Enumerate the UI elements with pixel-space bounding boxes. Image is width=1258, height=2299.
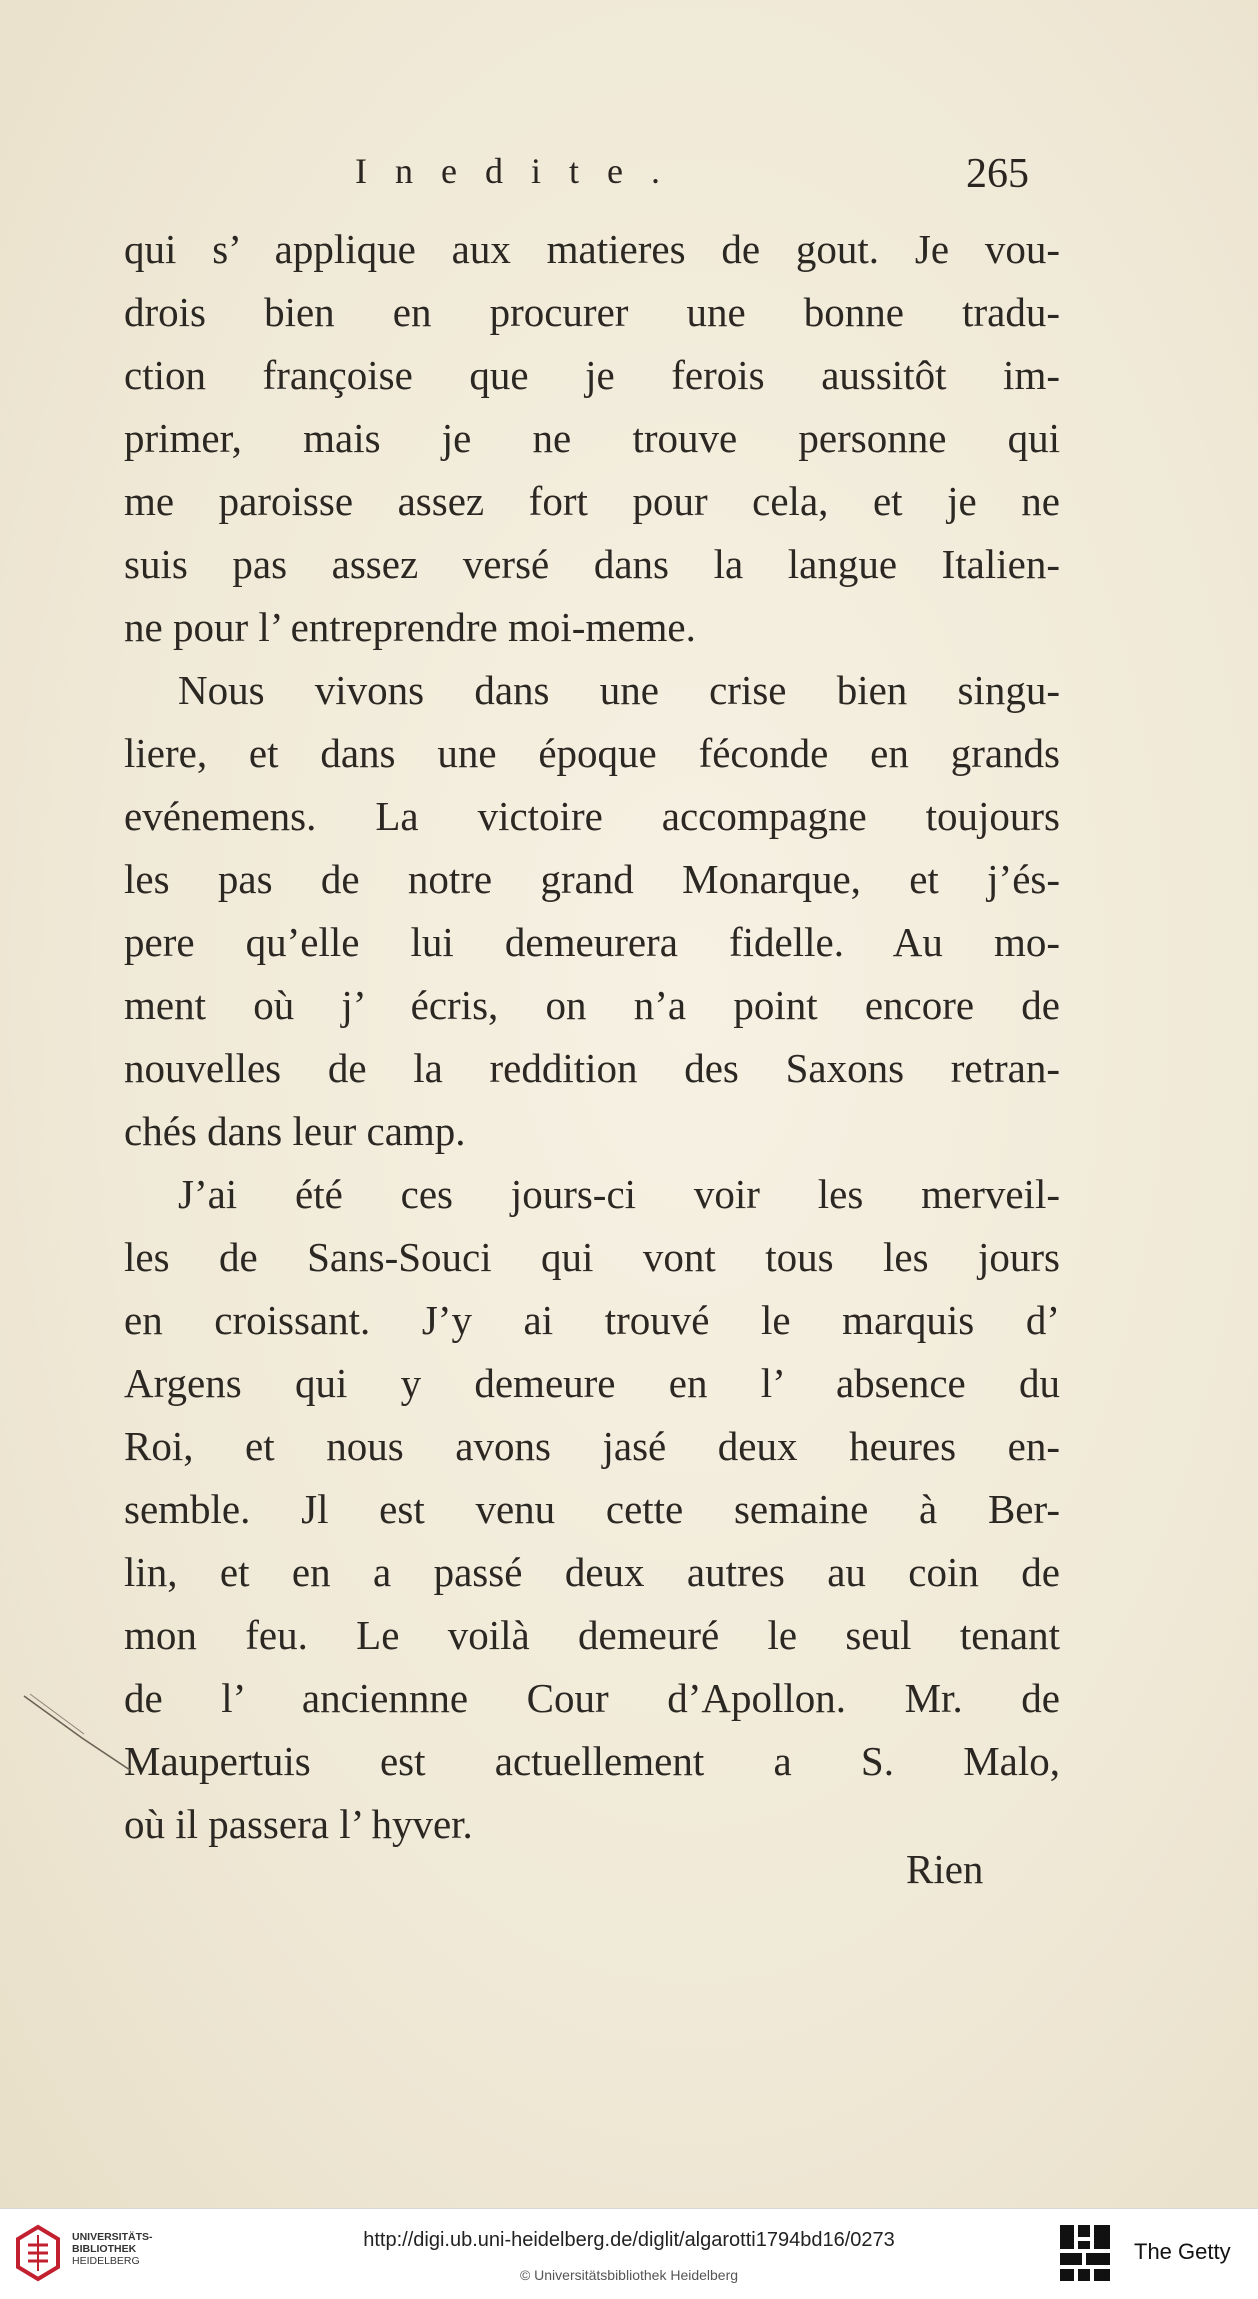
library-name-line: BIBLIOTHEK <box>72 2243 137 2255</box>
text-body <box>124 218 1060 1856</box>
text-line: semble. Jl est venu cette semaine à Ber- <box>124 1486 1060 1532</box>
paragraph-start-line: Nous vivons dans une crise bien singu- <box>178 667 1060 713</box>
text-line: mon feu. Le voilà demeuré le seul tenant <box>124 1612 1060 1658</box>
copyright-notice: © Universitätsbibliothek Heidelberg <box>519 2267 739 2283</box>
text-line: pere qu’elle lui demeurera fidelle. Au mo- <box>124 919 1060 965</box>
paragraph-end-line: ne pour l’ entreprendre moi-meme. <box>124 604 696 650</box>
partner-name: The Getty <box>1134 2239 1231 2264</box>
text-line: Maupertuis est actuellement a S. Malo, <box>124 1738 1060 1784</box>
text-line: lin, et en a passé deux autres au coin de <box>124 1549 1060 1595</box>
text-line: les pas de notre grand Monarque, et j’és- <box>124 856 1060 902</box>
getty-logo-icon <box>1058 2223 1112 2283</box>
paragraph-end-line: où il passera l’ hyver. <box>124 1801 473 1847</box>
library-name-line: HEIDELBERG <box>72 2255 140 2267</box>
text-line: en croissant. J’y ai trouvé le marquis d’ <box>124 1297 1060 1343</box>
text-line: liere, et dans une époque féconde en grands <box>124 730 1060 776</box>
text-line: drois bien en procurer une bonne tradu- <box>124 289 1060 335</box>
paragraph-start-line: J’ai été ces jours-ci voir les merveil- <box>178 1171 1060 1217</box>
paragraph-end-line: chés dans leur camp. <box>124 1108 466 1154</box>
text-line: Roi, et nous avons jasé deux heures en- <box>124 1423 1060 1469</box>
text-line: qui s’ applique aux matieres de gout. Je vou- <box>124 226 1060 272</box>
text-line: primer, mais je ne trouve personne qui <box>124 415 1060 461</box>
text-line: evénemens. La victoire accompagne toujours <box>124 793 1060 839</box>
page-number: 265 <box>966 151 1029 197</box>
page-header <box>0 150 1258 210</box>
text-line: nouvelles de la reddition des Saxons retran- <box>124 1045 1060 1091</box>
viewer-footer <box>0 2208 1258 2299</box>
paper-scratch-mark <box>22 1690 142 1780</box>
library-name-line: UNIVERSITÄTS- <box>72 2231 153 2243</box>
text-line: les de Sans-Souci qui vont tous les jours <box>124 1234 1060 1280</box>
text-line: de l’ anciennne Cour d’Apollon. Mr. de <box>124 1675 1060 1721</box>
text-line: suis pas assez versé dans la langue Italien- <box>124 541 1060 587</box>
text-line: Argens qui y demeure en l’ absence du <box>124 1360 1060 1406</box>
text-line: ment où j’ écris, on n’a point encore de <box>124 982 1060 1028</box>
text-line: me paroisse assez fort pour cela, et je ne <box>124 478 1060 524</box>
catchword: Rien <box>906 1846 984 1892</box>
permalink-url[interactable]: http://digi.ub.uni-heidelberg.de/diglit/algarotti1794bd16/0273 <box>363 2229 895 2251</box>
running-head: Inedite. <box>355 151 688 191</box>
text-line: ction françoise que je ferois aussitôt im- <box>124 352 1060 398</box>
